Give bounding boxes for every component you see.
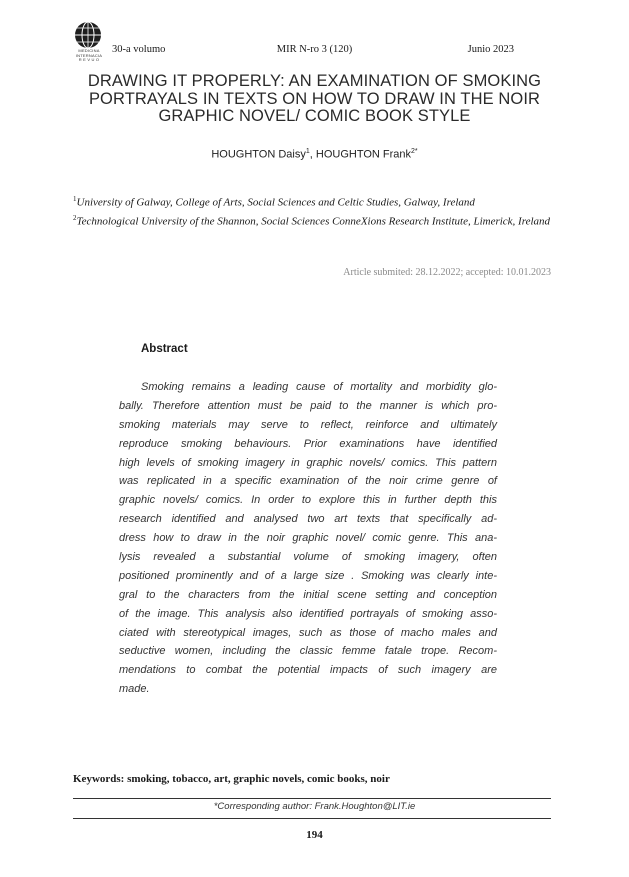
affiliation-mark: 1 [73,195,77,203]
abstract-line: positioned prominently and of a large size . Smoking was clearly inte- [119,569,497,582]
logo-line: INTERNACIA [75,52,103,58]
title-line: DRAWING IT PROPERLY: AN EXAMINATION OF SMOKING [87,72,542,90]
logo-line: R E V U O [78,57,100,63]
abstract-line: gral to the characters from the initial scene setting and conception [119,588,497,601]
abstract-line: ciated with stereotypical images, such as those of macho males and [119,626,497,639]
keywords: Keywords: smoking, tobacco, art, graphic novels, comic books, noir [73,773,390,785]
abstract-line: smoking materials may serve to reflect, reinforce and ultimately [119,418,497,431]
logo-line: MEDICINA [78,48,100,53]
title-line: PORTRAYALS IN TEXTS ON HOW TO DRAW IN THE NOIR [88,89,541,108]
abstract-line: was replicated in a specific examination of the noir crime genre of [119,475,497,488]
corresponding-author: *Corresponding author: Frank.Houghton@LIT.ie [213,801,416,812]
divider [73,798,551,799]
submission-dates: Article submited: 28.12.2022; accepted: 10.01.2023 [343,267,551,278]
author-2-affiliation-mark: 2* [411,148,418,155]
paper-title [60,73,569,126]
abstract-line: mendations to combat the potential impacts of such imagery are [119,664,497,677]
header-volume: 30-a volumo [112,44,166,55]
abstract-line: graphic novels/ comics. In order to explore this in further depth this [119,494,497,507]
header-issue: MIR N-ro 3 (120) [276,44,353,55]
abstract-line: bally. Therefore attention must be paid to the manner is which pro- [119,399,497,412]
abstract-heading: Abstract [141,343,188,355]
abstract-line: reproduce smoking behaviours. Prior examinations have identified [119,437,497,450]
abstract-body [119,378,497,699]
author-1: HOUGHTON Daisy [211,148,306,161]
affiliation-text: University of Galway, College of Arts, Social Sciences and Celtic Studies, Galway, Ireland [76,196,475,209]
abstract-line: lysis revealed a substantial volume of smoking imagery, often [119,551,497,564]
abstract-line: dress how to draw in the noir graphic novel/ comic genre. This ana- [119,532,497,545]
authors [0,148,629,161]
abstract-line: made. [119,683,150,696]
header-date: Junio 2023 [467,44,514,55]
author-1-affiliation-mark: 1 [305,148,310,155]
divider [73,818,551,819]
affiliation-mark: 2 [73,214,77,222]
author-2: HOUGHTON Frank [315,148,412,161]
affiliation-2 [73,209,553,232]
affiliation-text: Technological University of the Shannon, Social Sciences ConneXions Research Institute, Limerick, Ireland [76,215,551,228]
abstract-line: of the image. This analysis also identified portrayals of smoking asso- [119,607,497,620]
abstract-line: high levels of smoking imagery in graphic novels/ comics. This pattern [119,456,497,469]
title-line: GRAPHIC NOVEL/ COMIC BOOK STYLE [158,107,471,125]
author-separator: , [309,148,316,161]
abstract-line: research identified and analysed two art texts that specifically ad- [119,513,497,526]
abstract-line: seductive women, including the classic femme fatale trope. Recom- [119,645,497,658]
page-number: 194 [306,829,323,841]
abstract-line: Smoking remains a leading cause of mortality and morbidity glo- [141,381,497,393]
